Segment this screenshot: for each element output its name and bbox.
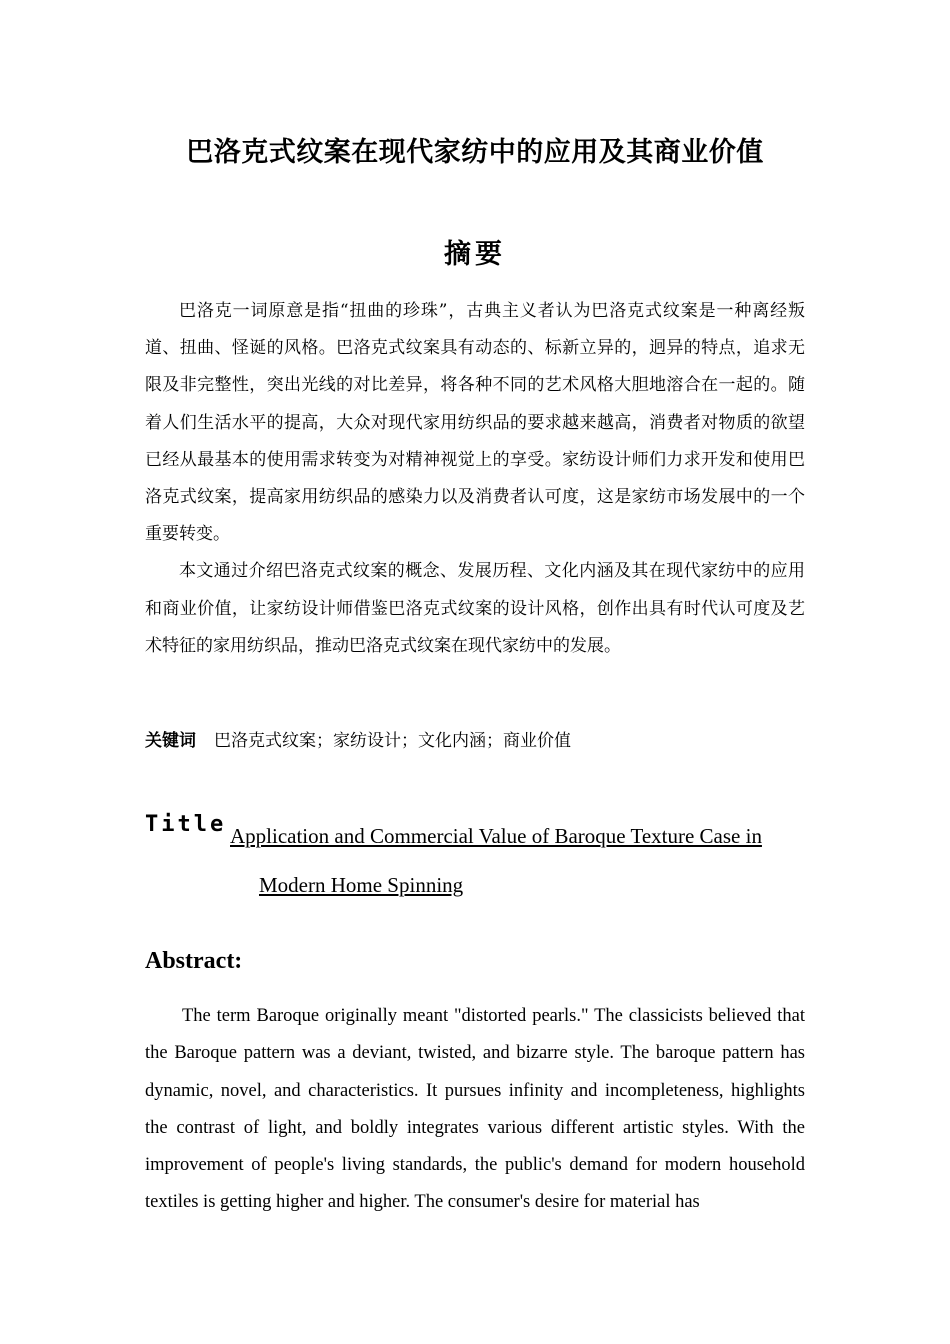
chinese-abstract-heading: 摘要 [444,239,506,270]
keywords-text: 巴洛克式纹案；家纺设计；文化内涵；商业价值 [214,731,571,751]
english-title [230,812,805,910]
chinese-abstract-paragraph-2: 本文通过介绍巴洛克式纹案的概念、发展历程、文化内涵及其在现代家纺中的应用和商业价值，让家纺设计师借鉴巴洛克式纹案的设计风格，创作出具有时代认可度及艺术特征的家用纺织品，推动巴洛克式纹案在现代家纺中的发展。 [145,561,805,656]
english-title-line-2: Modern Home Spinning [259,873,464,897]
english-abstract-heading: Abstract: [145,948,243,974]
chinese-abstract-body [145,293,805,665]
english-abstract-body [145,998,805,1222]
english-title-line-1: Application and Commercial Value of Baroque Texture Case in [230,824,762,848]
english-abstract-paragraph: The term Baroque originally meant "distorted pearls." The classicists believed that the Baroque pattern was a deviant, twisted, and bizarre style. The baroque pattern has dynamic, novel, and characteristics. It pursues infinity and incompleteness, highlights the contrast of light, and boldly integrates various different artistic styles. With the improvement of people's living standards, the public's demand for modern household textiles is getting higher and higher. The consumer's desire for material has [145,1006,805,1213]
chinese-keywords [145,724,805,758]
chinese-abstract-paragraph-1: 巴洛克一词原意是指“扭曲的珍珠”，古典主义者认为巴洛克式纹案是一种离经叛道、扭曲、怪诞的风格。巴洛克式纹案具有动态的、标新立异的，迥异的特点，追求无限及非完整性，突出光线的对比差异，将各种不同的艺术风格大胆地溶合在一起的。随着人们生活水平的提高，大众对现代家用纺织品的要求越来越高，消费者对物质的欲望已经从最基本的使用需求转变为对精神视觉上的享受。家纺设计师们力求开发和使用巴洛克式纹案，提高家用纺织品的感染力以及消费者认可度，这是家纺市场发展中的一个重要转变。 [145,301,805,545]
english-title-label: Title [145,812,227,837]
chinese-title: 巴洛克式纹案在现代家纺中的应用及其商业价值 [186,137,764,168]
keywords-label: 关键词 [145,731,196,751]
